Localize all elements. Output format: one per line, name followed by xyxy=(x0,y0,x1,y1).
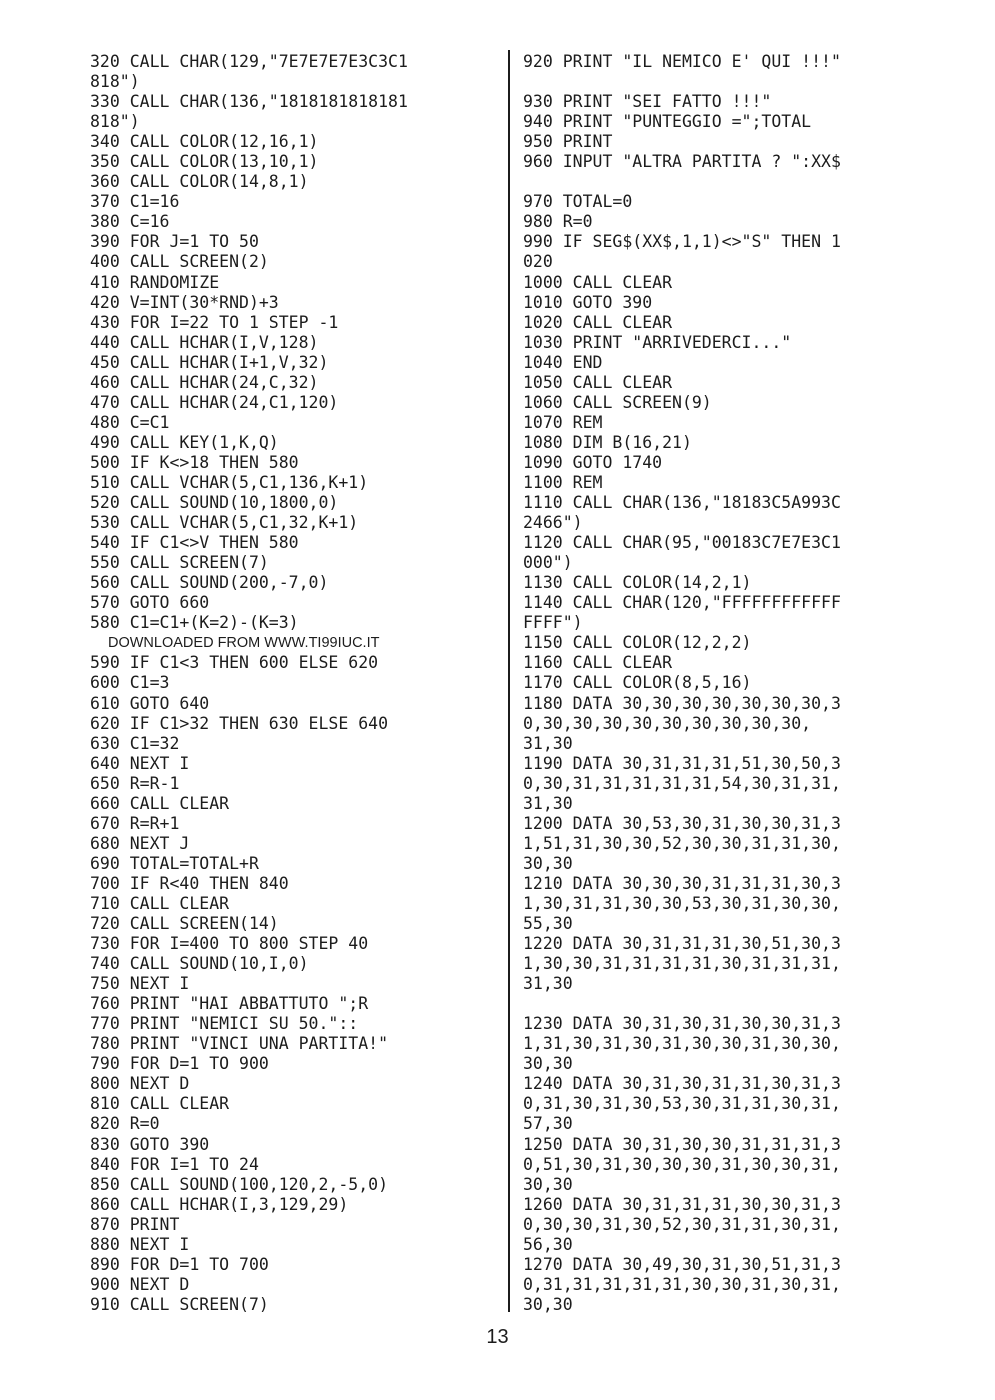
code-line: 30,30 xyxy=(523,853,573,873)
code-line: 510 CALL VCHAR(5,C1,136,K+1) xyxy=(90,472,369,492)
code-line: 660 CALL CLEAR xyxy=(90,793,230,813)
blank-line xyxy=(523,72,923,92)
code-line: 0,31,31,31,31,31,30,30,31,30,31, xyxy=(523,1274,841,1294)
code-line: FFFF") xyxy=(523,613,583,633)
code-line: 000") xyxy=(523,553,573,573)
code-line: 920 PRINT "IL NEMICO E' QUI !!!" xyxy=(523,52,841,71)
code-line: 820 R=0 xyxy=(90,1114,160,1134)
code-line: 1,31,30,31,30,31,30,30,31,30,30, xyxy=(523,1034,841,1054)
code-line: 630 C1=32 xyxy=(90,733,180,753)
code-line: 880 NEXT I xyxy=(90,1234,190,1254)
code-line: 780 PRINT "VINCI UNA PARTITA!" xyxy=(90,1034,389,1054)
code-line: 1260 DATA 30,31,31,31,30,30,31,3 xyxy=(523,1194,841,1214)
code-line: 1010 GOTO 390 xyxy=(523,292,653,312)
code-line: 700 IF R<40 THEN 840 xyxy=(90,873,289,893)
code-line: 450 CALL HCHAR(I+1,V,32) xyxy=(90,352,329,372)
code-line: 540 IF C1<>V THEN 580 xyxy=(90,533,299,553)
code-line: 31,30 xyxy=(523,733,573,753)
code-line: 620 IF C1>32 THEN 630 ELSE 640 xyxy=(90,713,389,733)
code-line: 1090 GOTO 1740 xyxy=(523,452,663,472)
code-line: 30,30 xyxy=(523,1174,573,1194)
code-line: 0,30,31,31,31,31,31,54,30,31,31, xyxy=(523,773,841,793)
code-line: 520 CALL SOUND(10,1800,0) xyxy=(90,493,339,513)
code-line: 330 CALL CHAR(136,"1818181818181 xyxy=(90,92,408,112)
code-line: 1140 CALL CHAR(120,"FFFFFFFFFFFF xyxy=(523,593,841,613)
code-line: 750 NEXT I xyxy=(90,974,190,994)
code-line: 790 FOR D=1 TO 900 xyxy=(90,1054,269,1074)
code-line: 1050 CALL CLEAR xyxy=(523,372,673,392)
code-line: 430 FOR I=22 TO 1 STEP -1 xyxy=(90,312,339,332)
code-line: 1030 PRINT "ARRIVEDERCI..." xyxy=(523,332,792,352)
code-line: 0,51,30,31,30,30,30,31,30,30,31, xyxy=(523,1154,841,1174)
code-line: 1110 CALL CHAR(136,"18183C5A993C xyxy=(523,493,841,513)
code-line: 690 TOTAL=TOTAL+R xyxy=(90,853,259,873)
page-number: 13 xyxy=(486,1326,509,1348)
code-line: 1240 DATA 30,31,30,31,31,30,31,3 xyxy=(523,1074,841,1094)
code-line: 1120 CALL CHAR(95,"00183C7E7E3C1 xyxy=(523,533,841,553)
code-line: 680 NEXT J xyxy=(90,833,190,853)
code-line: 940 PRINT "PUNTEGGIO =";TOTAL xyxy=(523,112,812,132)
code-line: 0,30,30,30,30,30,30,30,30,30, xyxy=(523,713,812,733)
code-line: 950 PRINT xyxy=(523,132,613,152)
code-line: 730 FOR I=400 TO 800 STEP 40 xyxy=(90,934,369,954)
code-line: 570 GOTO 660 xyxy=(90,593,210,613)
code-line: 0,31,30,31,30,53,30,31,31,30,31, xyxy=(523,1094,841,1114)
code-line: 720 CALL SCREEN(14) xyxy=(90,914,279,934)
code-line: 30,30 xyxy=(523,1054,573,1074)
code-line: 1040 END xyxy=(523,352,603,372)
code-line: 30,30 xyxy=(523,1294,573,1314)
code-line: 1200 DATA 30,53,30,31,30,30,31,3 xyxy=(523,813,841,833)
code-line: 1250 DATA 30,31,30,30,31,31,31,3 xyxy=(523,1134,841,1154)
code-line: 800 NEXT D xyxy=(90,1074,190,1094)
code-line: 380 C=16 xyxy=(90,212,170,232)
code-line: 770 PRINT "NEMICI SU 50.":: xyxy=(90,1014,359,1034)
code-line: 57,30 xyxy=(523,1114,573,1134)
code-line: 740 CALL SOUND(10,I,0) xyxy=(90,954,309,974)
code-line: 930 PRINT "SEI FATTO !!!" xyxy=(523,92,772,112)
blank-line xyxy=(523,994,923,1014)
code-line: 1060 CALL SCREEN(9) xyxy=(523,392,712,412)
code-line: 580 C1=C1+(K=2)-(K=3) xyxy=(90,613,299,633)
code-line: 840 FOR I=1 TO 24 xyxy=(90,1154,259,1174)
code-line: 818") xyxy=(90,112,140,132)
code-line: 1020 CALL CLEAR xyxy=(523,312,673,332)
code-line: 710 CALL CLEAR xyxy=(90,893,230,913)
code-line: 1,30,30,31,31,31,31,30,31,31,31, xyxy=(523,954,841,974)
code-line: 1190 DATA 30,31,31,31,51,30,50,3 xyxy=(523,753,841,773)
code-line: 1160 CALL CLEAR xyxy=(523,653,673,673)
right-code-column xyxy=(523,52,923,1315)
code-line: 650 R=R-1 xyxy=(90,773,180,793)
code-line: 31,30 xyxy=(523,793,573,813)
code-line: 1270 DATA 30,49,30,31,30,51,31,3 xyxy=(523,1254,841,1274)
code-line: 480 C=C1 xyxy=(90,412,170,432)
code-line: 530 CALL VCHAR(5,C1,32,K+1) xyxy=(90,513,359,533)
code-line: 55,30 xyxy=(523,914,573,934)
code-line: 460 CALL HCHAR(24,C,32) xyxy=(90,372,319,392)
code-line: 400 CALL SCREEN(2) xyxy=(90,252,269,272)
code-line: 850 CALL SOUND(100,120,2,-5,0) xyxy=(90,1174,389,1194)
code-line: 870 PRINT xyxy=(90,1214,180,1234)
left-code-column xyxy=(90,52,490,1315)
code-line: 020 xyxy=(523,252,553,272)
code-line: 440 CALL HCHAR(I,V,128) xyxy=(90,332,319,352)
code-line: 1,51,31,30,30,52,30,30,31,31,30, xyxy=(523,833,841,853)
code-line: 1170 CALL COLOR(8,5,16) xyxy=(523,673,752,693)
code-line: 56,30 xyxy=(523,1234,573,1254)
code-line: 1100 REM xyxy=(523,472,603,492)
code-line: 830 GOTO 390 xyxy=(90,1134,210,1154)
code-line: 970 TOTAL=0 xyxy=(523,192,633,212)
code-line: 350 CALL COLOR(13,10,1) xyxy=(90,152,319,172)
download-source-note: DOWNLOADED FROM WWW.TI99IUC.IT xyxy=(108,635,380,652)
code-line: 550 CALL SCREEN(7) xyxy=(90,553,269,573)
code-line: 390 FOR J=1 TO 50 xyxy=(90,232,259,252)
code-line: 2466") xyxy=(523,513,583,533)
code-line: 600 C1=3 xyxy=(90,673,170,693)
code-line: 320 CALL CHAR(129,"7E7E7E7E3C3C1 xyxy=(90,52,408,71)
code-line: 560 CALL SOUND(200,-7,0) xyxy=(90,573,329,593)
code-line: 370 C1=16 xyxy=(90,192,180,212)
code-line: 640 NEXT I xyxy=(90,753,190,773)
code-line: 31,30 xyxy=(523,974,573,994)
blank-line xyxy=(523,172,923,192)
code-line: 1070 REM xyxy=(523,412,603,432)
code-line: 890 FOR D=1 TO 700 xyxy=(90,1254,269,1274)
code-line: 1130 CALL COLOR(14,2,1) xyxy=(523,573,752,593)
code-line: 1230 DATA 30,31,30,31,30,30,31,3 xyxy=(523,1014,841,1034)
code-line: 670 R=R+1 xyxy=(90,813,180,833)
code-line: 410 RANDOMIZE xyxy=(90,272,220,292)
code-line: 360 CALL COLOR(14,8,1) xyxy=(90,172,309,192)
column-divider xyxy=(508,50,510,1312)
code-line: 810 CALL CLEAR xyxy=(90,1094,230,1114)
code-line: 1220 DATA 30,31,31,31,30,51,30,3 xyxy=(523,934,841,954)
code-line: 490 CALL KEY(1,K,Q) xyxy=(90,432,279,452)
code-line: 500 IF K<>18 THEN 580 xyxy=(90,452,299,472)
code-line: 1080 DIM B(16,21) xyxy=(523,432,692,452)
code-line: 960 INPUT "ALTRA PARTITA ? ":XX$ xyxy=(523,152,841,172)
code-line: 0,30,30,31,30,52,30,31,31,30,31, xyxy=(523,1214,841,1234)
code-line: 900 NEXT D xyxy=(90,1274,190,1294)
code-line: 990 IF SEG$(XX$,1,1)<>"S" THEN 1 xyxy=(523,232,841,252)
code-line: 860 CALL HCHAR(I,3,129,29) xyxy=(90,1194,349,1214)
code-line: 1000 CALL CLEAR xyxy=(523,272,673,292)
code-line: 610 GOTO 640 xyxy=(90,693,210,713)
code-line: 980 R=0 xyxy=(523,212,593,232)
code-line: 420 V=INT(30*RND)+3 xyxy=(90,292,279,312)
code-line: 1150 CALL COLOR(12,2,2) xyxy=(523,633,752,653)
code-line: 760 PRINT "HAI ABBATTUTO ";R xyxy=(90,994,369,1014)
code-line: 470 CALL HCHAR(24,C1,120) xyxy=(90,392,339,412)
code-line: 818") xyxy=(90,72,140,92)
code-line: 1180 DATA 30,30,30,30,30,30,30,3 xyxy=(523,693,841,713)
code-line: 340 CALL COLOR(12,16,1) xyxy=(90,132,319,152)
code-line: 1210 DATA 30,30,30,31,31,31,30,3 xyxy=(523,873,841,893)
code-line: 590 IF C1<3 THEN 600 ELSE 620 xyxy=(90,653,379,673)
code-line: 910 CALL SCREEN(7) xyxy=(90,1294,269,1314)
code-line: 1,30,31,31,30,30,53,30,31,30,30, xyxy=(523,893,841,913)
